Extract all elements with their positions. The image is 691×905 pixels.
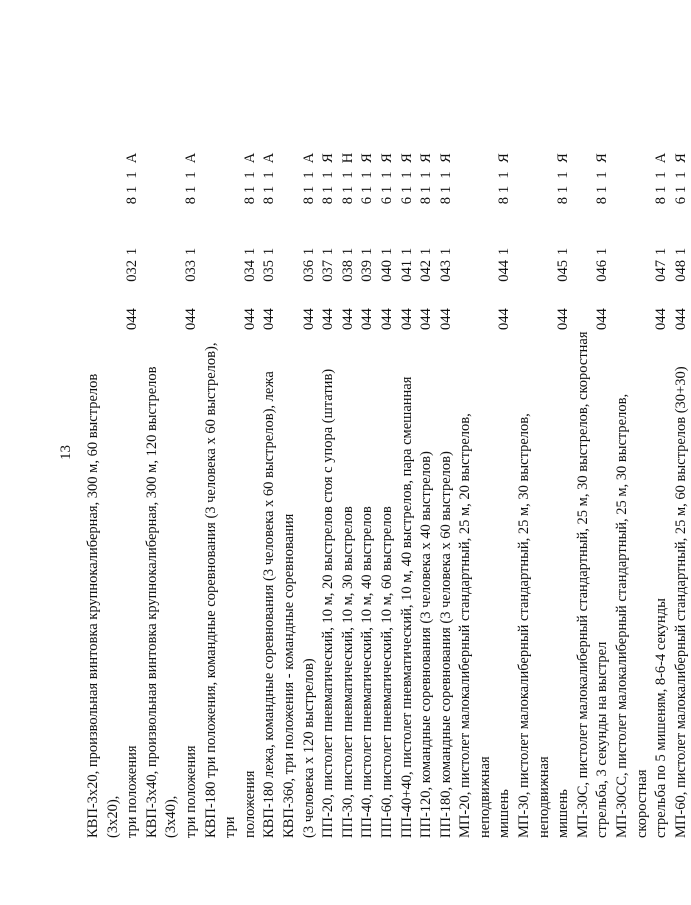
code-letter: Я bbox=[398, 153, 415, 163]
code-number: 045 bbox=[555, 260, 572, 282]
code-digit-3: 1 bbox=[359, 185, 376, 194]
table-row bbox=[202, 18, 261, 838]
discipline-code bbox=[495, 18, 515, 330]
code-number: 037 bbox=[320, 260, 337, 282]
code-letter: Н bbox=[339, 152, 356, 164]
code-digit-4: 1 bbox=[359, 171, 376, 179]
code-digit-3: 1 bbox=[594, 185, 611, 194]
code-letter: А bbox=[653, 152, 670, 164]
code-digit-2: 8 bbox=[241, 197, 258, 205]
code-letter: Я bbox=[555, 153, 572, 163]
discipline-name-line: КВП-180 три положения, командные соревнования (3 человека х 60 выстрелов), три bbox=[202, 342, 239, 838]
table-row bbox=[319, 18, 339, 838]
code-group: 044 bbox=[339, 308, 356, 330]
code-digit-3: 1 bbox=[653, 185, 670, 194]
code-number: 039 bbox=[359, 260, 376, 282]
code-digit-2: 8 bbox=[320, 197, 337, 205]
code-letter: Я bbox=[418, 153, 435, 163]
code-digit-2: 8 bbox=[339, 197, 356, 205]
code-digit-3: 1 bbox=[418, 185, 435, 194]
discipline-name bbox=[456, 330, 515, 838]
discipline-name bbox=[398, 330, 418, 838]
code-group: 044 bbox=[378, 308, 395, 330]
table-row bbox=[84, 18, 143, 838]
discipline-name-line: ПП-20, пистолет пневматический, 10 м, 20 выстрелов стоя с упора (штатив) bbox=[320, 368, 337, 838]
code-digit-2: 6 bbox=[378, 197, 395, 205]
code-digit-4: 1 bbox=[555, 171, 572, 179]
code-digit-4: 1 bbox=[672, 171, 689, 179]
discipline-name bbox=[378, 330, 398, 838]
table-row bbox=[613, 18, 672, 838]
code-letter: Я bbox=[378, 153, 395, 163]
code-group: 044 bbox=[241, 308, 258, 330]
code-digit-3: 1 bbox=[261, 185, 278, 194]
discipline-name bbox=[84, 330, 143, 838]
discipline-name bbox=[319, 330, 339, 838]
discipline-name-line: КВП-360, три положения - командные соревнования bbox=[280, 513, 297, 838]
table-row bbox=[358, 18, 378, 838]
discipline-code bbox=[398, 18, 418, 330]
code-digit-3: 1 bbox=[437, 185, 454, 194]
code-digit-1: 1 bbox=[653, 247, 670, 256]
code-group: 044 bbox=[182, 308, 199, 330]
code-number: 040 bbox=[378, 260, 395, 282]
code-number: 038 bbox=[339, 260, 356, 282]
code-digit-1: 1 bbox=[496, 247, 513, 256]
code-group: 044 bbox=[496, 308, 513, 330]
discipline-name bbox=[260, 330, 280, 838]
code-group: 044 bbox=[555, 308, 572, 330]
discipline-name-line: КВП-180 лежа, командные соревнования (3 человека х 60 выстрелов), лежа bbox=[261, 371, 278, 838]
code-digit-4: 1 bbox=[496, 171, 513, 179]
code-digit-3: 1 bbox=[398, 185, 415, 194]
code-digit-2: 8 bbox=[555, 197, 572, 205]
code-digit-3: 1 bbox=[378, 185, 395, 194]
code-digit-1: 1 bbox=[339, 247, 356, 256]
discipline-name-line: ПП-60, пистолет пневматический, 10 м, 60 выстрелов bbox=[378, 506, 395, 838]
code-digit-4: 1 bbox=[182, 171, 199, 179]
table-row bbox=[456, 18, 515, 838]
discipline-name-line: КВП-3х40, произвольная винтовка крупнокалиберная, 300 м, 120 выстрелов (3х40), bbox=[143, 366, 180, 838]
code-group: 044 bbox=[672, 308, 689, 330]
code-digit-1: 1 bbox=[241, 247, 258, 256]
discipline-name-line: МП-30С, пистолет малокалиберный стандартный, 25 м, 30 выстрелов, скоростная bbox=[574, 331, 591, 838]
table-row bbox=[437, 18, 457, 838]
code-digit-1: 1 bbox=[555, 247, 572, 256]
discipline-name-line: три положения bbox=[182, 745, 199, 838]
code-number: 047 bbox=[653, 260, 670, 282]
code-digit-3: 1 bbox=[339, 185, 356, 194]
discipline-name-line: МП-30СС, пистолет малокалиберный стандартный, 25 м, 30 выстрелов, скоростная bbox=[614, 393, 650, 838]
discipline-name-line: МП-20, пистолет малокалиберный стандартный, 25 м, 20 выстрелов, неподвижная bbox=[457, 413, 493, 838]
discipline-name bbox=[280, 330, 319, 838]
discipline-name bbox=[417, 330, 437, 838]
code-letter: Я bbox=[320, 153, 337, 163]
discipline-code bbox=[182, 18, 202, 330]
code-digit-3: 1 bbox=[124, 185, 141, 194]
code-number: 036 bbox=[300, 260, 317, 282]
code-number: 034 bbox=[241, 260, 258, 282]
discipline-name-line: МП-30, пистолет малокалиберный стандартный, 25 м, 30 выстрелов, неподвижная bbox=[516, 413, 552, 838]
code-digit-4: 1 bbox=[300, 171, 317, 179]
code-digit-4: 1 bbox=[378, 171, 395, 179]
code-group: 044 bbox=[437, 308, 454, 330]
code-digit-2: 8 bbox=[496, 197, 513, 205]
code-digit-4: 1 bbox=[241, 171, 258, 179]
code-digit-1: 1 bbox=[594, 247, 611, 256]
code-letter: А bbox=[261, 152, 278, 164]
discipline-name-line: ПП-120, командные соревнования (3 человека х 40 выстрелов) bbox=[418, 451, 435, 838]
code-digit-4: 1 bbox=[594, 171, 611, 179]
code-digit-1: 1 bbox=[359, 247, 376, 256]
code-digit-2: 8 bbox=[261, 197, 278, 205]
discipline-code bbox=[554, 18, 574, 330]
code-digit-4: 1 bbox=[398, 171, 415, 179]
discipline-code bbox=[417, 18, 437, 330]
code-digit-3: 1 bbox=[496, 185, 513, 194]
discipline-name bbox=[515, 330, 574, 838]
code-group: 044 bbox=[320, 308, 337, 330]
code-digit-4: 1 bbox=[124, 171, 141, 179]
discipline-code bbox=[260, 18, 280, 330]
discipline-code bbox=[123, 18, 143, 330]
code-digit-4: 1 bbox=[261, 171, 278, 179]
code-digit-2: 6 bbox=[398, 197, 415, 205]
table-row bbox=[672, 18, 691, 838]
table-row bbox=[574, 18, 613, 838]
discipline-code bbox=[358, 18, 378, 330]
code-digit-1: 1 bbox=[378, 247, 395, 256]
code-digit-2: 8 bbox=[418, 197, 435, 205]
discipline-code bbox=[593, 18, 613, 330]
code-digit-4: 1 bbox=[437, 171, 454, 179]
code-number: 035 bbox=[261, 260, 278, 282]
discipline-name-line: МП-60, пистолет малокалиберный стандартный, 25 м, 60 выстрелов (30+30) bbox=[672, 366, 689, 838]
code-digit-2: 8 bbox=[437, 197, 454, 205]
discipline-name-line: ПП-180, командные соревнования (3 человека х 60 выстрелов) bbox=[437, 451, 454, 838]
table-row bbox=[515, 18, 574, 838]
discipline-code bbox=[437, 18, 457, 330]
code-digit-1: 1 bbox=[398, 247, 415, 256]
discipline-name bbox=[339, 330, 359, 838]
code-digit-1: 1 bbox=[672, 247, 689, 256]
code-number: 046 bbox=[594, 260, 611, 282]
table-row bbox=[339, 18, 359, 838]
code-number: 041 bbox=[398, 260, 415, 282]
table-row bbox=[398, 18, 418, 838]
code-digit-3: 1 bbox=[241, 185, 258, 194]
code-letter: Я bbox=[672, 153, 689, 163]
code-digit-1: 1 bbox=[437, 247, 454, 256]
code-digit-3: 1 bbox=[300, 185, 317, 194]
discipline-name-line: стрельба по 5 мишеням, 8-6-4 секунды bbox=[653, 598, 670, 838]
page-number: 13 bbox=[58, 445, 74, 460]
code-letter: Я bbox=[594, 153, 611, 163]
code-digit-2: 8 bbox=[124, 197, 141, 205]
discipline-name-line: стрельба, 3 секунды на выстрел bbox=[594, 641, 611, 838]
code-letter: А bbox=[182, 152, 199, 164]
discipline-name-line: КВП-3х20, произвольная винтовка крупнокалиберная, 300 м, 60 выстрелов (3х20), bbox=[85, 373, 121, 838]
code-group: 044 bbox=[261, 308, 278, 330]
discipline-name bbox=[574, 330, 613, 838]
code-digit-2: 8 bbox=[300, 197, 317, 205]
discipline-code bbox=[672, 18, 691, 330]
discipline-name-line: три положения bbox=[124, 745, 141, 838]
code-digit-4: 1 bbox=[339, 171, 356, 179]
code-letter: А bbox=[241, 152, 258, 164]
code-digit-3: 1 bbox=[672, 185, 689, 194]
code-digit-4: 1 bbox=[320, 171, 337, 179]
discipline-name bbox=[672, 330, 691, 838]
code-group: 044 bbox=[653, 308, 670, 330]
code-letter: А bbox=[300, 152, 317, 164]
code-digit-4: 1 bbox=[418, 171, 435, 179]
discipline-code bbox=[339, 18, 359, 330]
code-digit-3: 1 bbox=[555, 185, 572, 194]
discipline-code bbox=[652, 18, 672, 330]
discipline-code bbox=[300, 18, 320, 330]
code-group: 044 bbox=[300, 308, 317, 330]
discipline-code bbox=[319, 18, 339, 330]
code-digit-1: 1 bbox=[300, 247, 317, 256]
discipline-name bbox=[613, 330, 672, 838]
discipline-name bbox=[358, 330, 378, 838]
code-digit-3: 1 bbox=[320, 185, 337, 194]
code-digit-1: 1 bbox=[320, 247, 337, 256]
code-group: 044 bbox=[418, 308, 435, 330]
code-digit-2: 8 bbox=[653, 197, 670, 205]
discipline-code bbox=[378, 18, 398, 330]
code-letter: А bbox=[124, 152, 141, 164]
code-group: 044 bbox=[398, 308, 415, 330]
code-group: 044 bbox=[359, 308, 376, 330]
code-letter: Я bbox=[437, 153, 454, 163]
code-letter: Я bbox=[359, 153, 376, 163]
discipline-name-line: мишень bbox=[496, 789, 513, 838]
discipline-name bbox=[143, 330, 202, 838]
code-digit-1: 1 bbox=[124, 247, 141, 256]
table-row bbox=[260, 18, 280, 838]
code-digit-3: 1 bbox=[182, 185, 199, 194]
code-group: 044 bbox=[124, 308, 141, 330]
discipline-name-line: положения bbox=[241, 770, 258, 838]
code-digit-2: 6 bbox=[672, 197, 689, 205]
table-row bbox=[143, 18, 202, 838]
code-number: 032 bbox=[124, 260, 141, 282]
code-digit-1: 1 bbox=[182, 247, 199, 256]
code-number: 033 bbox=[182, 260, 199, 282]
code-digit-1: 1 bbox=[418, 247, 435, 256]
table-row bbox=[417, 18, 437, 838]
discipline-name-line: ПП-30, пистолет пневматический, 10 м, 30 выстрелов bbox=[339, 506, 356, 838]
discipline-code bbox=[241, 18, 261, 330]
code-number: 042 bbox=[418, 260, 435, 282]
code-digit-2: 8 bbox=[594, 197, 611, 205]
code-digit-2: 6 bbox=[359, 197, 376, 205]
code-digit-1: 1 bbox=[261, 247, 278, 256]
code-group: 044 bbox=[594, 308, 611, 330]
code-letter: Я bbox=[496, 153, 513, 163]
discipline-name-line: ПП-40+40, пистолет пневматический, 10 м, 40 выстрелов, пара смешанная bbox=[398, 376, 415, 838]
discipline-name bbox=[437, 330, 457, 838]
discipline-name-line: ПП-40, пистолет пневматический, 10 м, 40 выстрелов bbox=[359, 506, 376, 838]
discipline-name-line: мишень bbox=[555, 789, 572, 838]
discipline-name-line: (3 человека х 120 выстрелов) bbox=[300, 658, 317, 838]
discipline-table bbox=[84, 18, 691, 838]
code-digit-2: 8 bbox=[182, 197, 199, 205]
discipline-name bbox=[202, 330, 261, 838]
table-row bbox=[378, 18, 398, 838]
code-number: 043 bbox=[437, 260, 454, 282]
code-digit-4: 1 bbox=[653, 171, 670, 179]
table-row bbox=[280, 18, 319, 838]
code-number: 048 bbox=[672, 260, 689, 282]
code-number: 044 bbox=[496, 260, 513, 282]
